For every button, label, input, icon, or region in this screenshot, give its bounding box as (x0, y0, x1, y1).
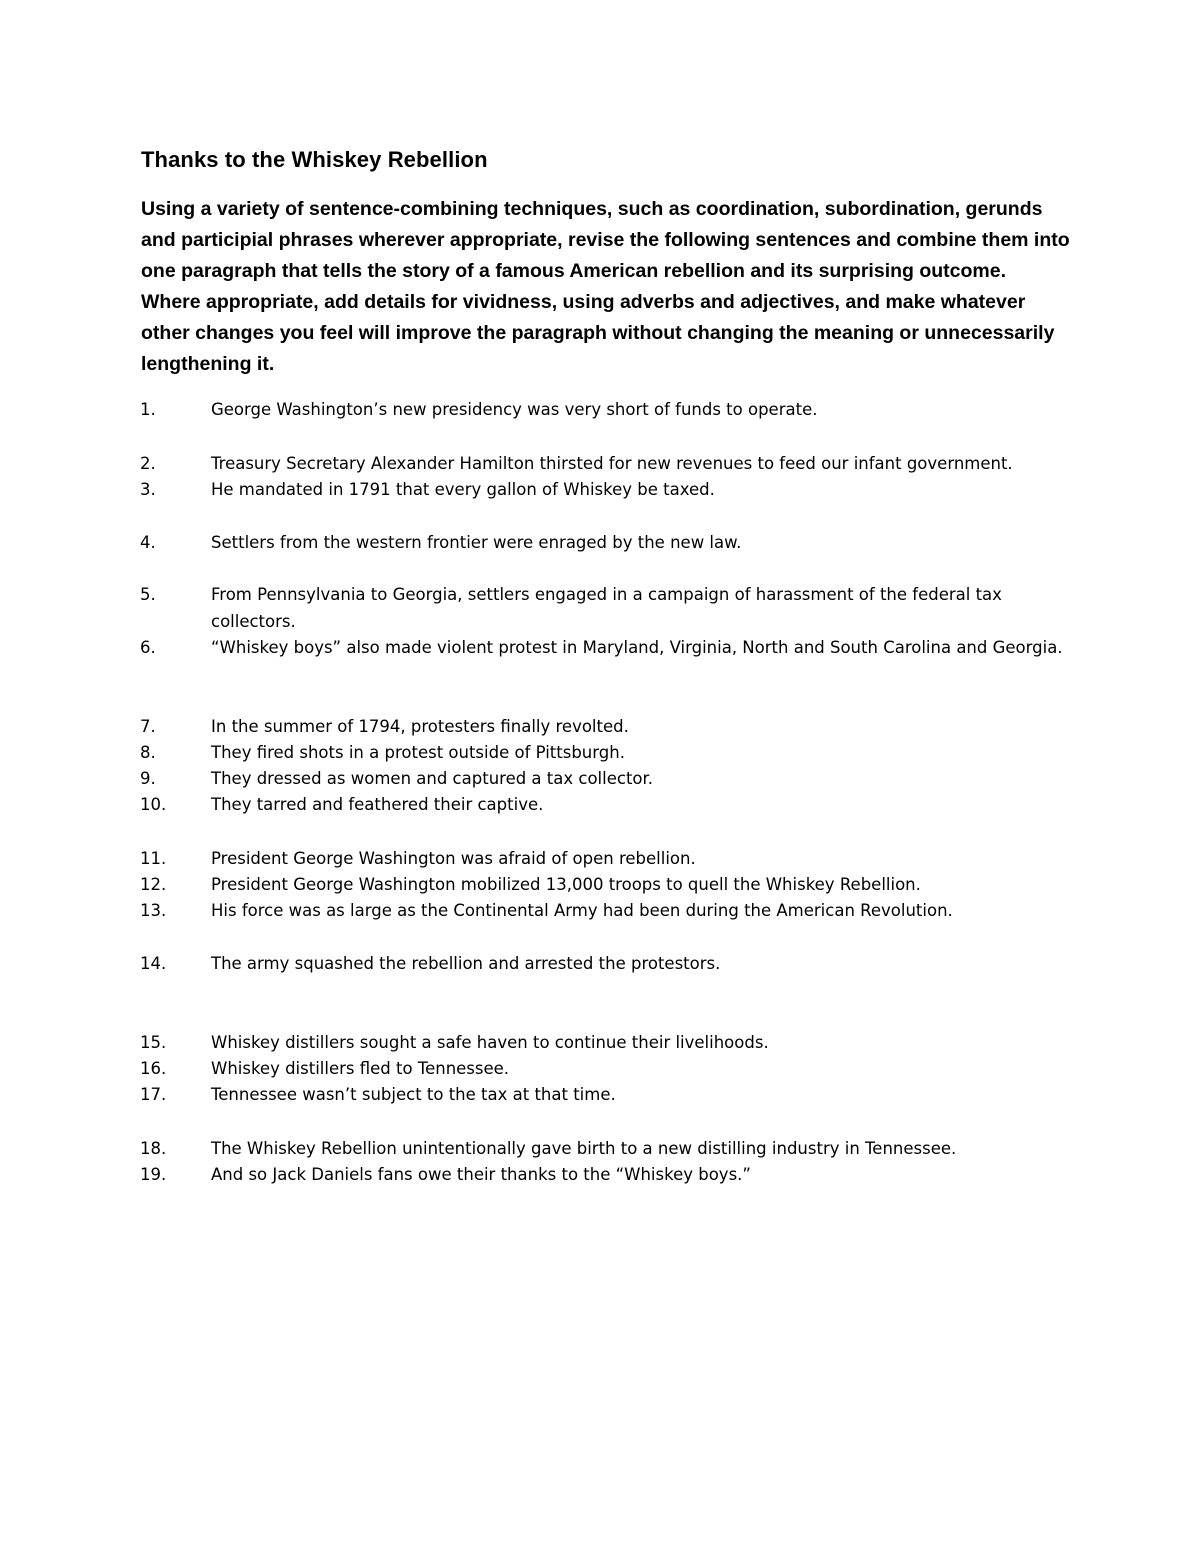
item-number: 10. (140, 795, 167, 814)
item-number: 6. (140, 638, 156, 657)
list-item (140, 581, 1075, 635)
instructions-paragraph: Using a variety of sentence-combining techniques, such as coordination, subordination, gerunds and participial phrases wherever appropriate, revise the following sentences and combine them into one paragraph that tells the story of a famous American rebellion and its surprising outcome. Where appropriate, add details for vividness, using adverbs and adjectives, and make whatever other changes you feel will improve the paragraph without changing the meaning or unnecessarily lengthening it. (141, 198, 1070, 375)
item-number: 3. (140, 480, 156, 499)
list-item (140, 1029, 1075, 1056)
item-number: 15. (140, 1033, 167, 1052)
item-text: And so Jack Daniels fans owe their thanks to the “Whiskey boys.” (211, 1165, 751, 1184)
item-text: George Washington’s new presidency was very short of funds to operate. (211, 400, 818, 419)
list-item (140, 1055, 1075, 1082)
item-number: 11. (140, 849, 167, 868)
item-number: 13. (140, 901, 167, 920)
item-number: 17. (140, 1085, 167, 1104)
list-item (140, 529, 1075, 556)
item-text: Treasury Secretary Alexander Hamilton thirsted for new revenues to feed our infant government. (211, 454, 1013, 473)
list-item (140, 1081, 1075, 1108)
item-text: The Whiskey Rebellion unintentionally gave birth to a new distilling industry in Tennessee. (211, 1139, 957, 1158)
item-text: They dressed as women and captured a tax collector. (211, 769, 654, 788)
item-number: 5. (140, 585, 156, 604)
item-number: 18. (140, 1139, 167, 1158)
item-number: 9. (140, 769, 156, 788)
list-item (140, 871, 1075, 898)
item-number: 8. (140, 743, 156, 762)
item-number: 2. (140, 454, 156, 473)
list-item (140, 765, 1075, 792)
list-item (140, 450, 1075, 477)
item-text: In the summer of 1794, protesters finally revolted. (211, 717, 629, 736)
list-item (140, 950, 1075, 977)
list-item (140, 634, 1075, 661)
item-text: They tarred and feathered their captive. (211, 795, 544, 814)
document-title: Thanks to the Whiskey Rebellion (141, 147, 488, 172)
list-item (140, 739, 1075, 766)
item-text: The army squashed the rebellion and arrested the protestors. (211, 954, 721, 973)
item-text: From Pennsylvania to Georgia, settlers engaged in a campaign of harassment of the federal tax collectors. (211, 585, 1002, 631)
item-number: 4. (140, 533, 156, 552)
item-text: Settlers from the western frontier were enraged by the new law. (211, 533, 742, 552)
item-text: President George Washington was afraid of open rebellion. (211, 849, 696, 868)
item-number: 14. (140, 954, 167, 973)
list-item (140, 396, 1075, 423)
item-number: 12. (140, 875, 167, 894)
item-text: They fired shots in a protest outside of Pittsburgh. (211, 743, 625, 762)
list-item (140, 476, 1075, 503)
list-item (140, 1135, 1075, 1162)
item-text: President George Washington mobilized 13,000 troops to quell the Whiskey Rebellion. (211, 875, 921, 894)
list-item (140, 1161, 1075, 1188)
item-text: Whiskey distillers sought a safe haven to continue their livelihoods. (211, 1033, 769, 1052)
item-text: Tennessee wasn’t subject to the tax at that time. (211, 1085, 616, 1104)
item-text: His force was as large as the Continental Army had been during the American Revolution. (211, 901, 953, 920)
list-item (140, 845, 1075, 872)
item-number: 19. (140, 1165, 167, 1184)
list-item (140, 897, 1075, 924)
list-item (140, 713, 1075, 740)
list-item (140, 791, 1075, 818)
item-number: 1. (140, 400, 156, 419)
item-text: He mandated in 1791 that every gallon of Whiskey be taxed. (211, 480, 715, 499)
item-number: 7. (140, 717, 156, 736)
item-number: 16. (140, 1059, 167, 1078)
item-text: Whiskey distillers fled to Tennessee. (211, 1059, 510, 1078)
item-text: “Whiskey boys” also made violent protest in Maryland, Virginia, North and South Carolina and Georgia. (211, 638, 1063, 657)
